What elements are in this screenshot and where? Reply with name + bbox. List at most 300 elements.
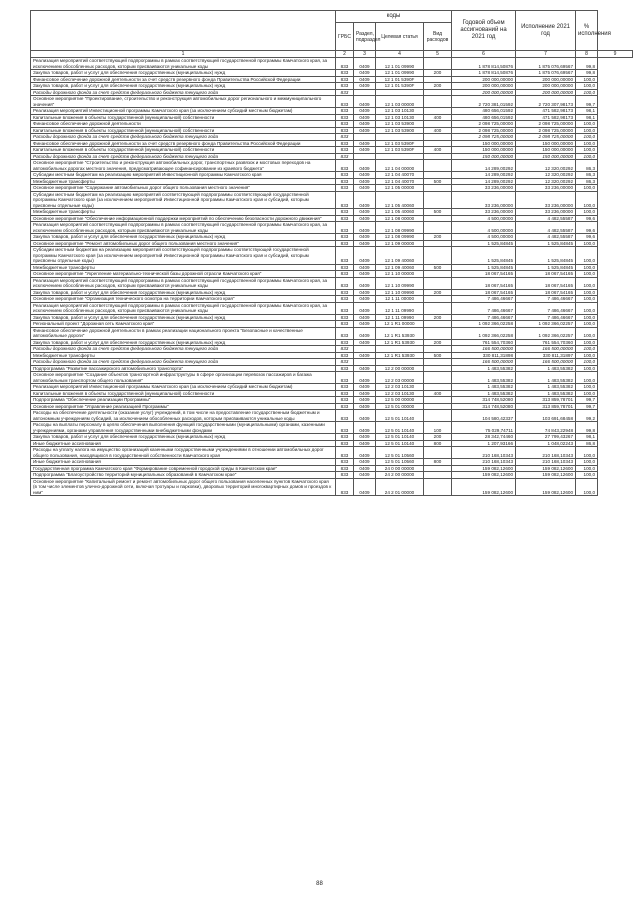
row-name: Основное мероприятие "Капитальный ремонт и ремонт автомобильных дорог общего пользования населенных пунктов Камчатского края (в том числе элементов улично-дорожной сети, включая тротуары и парковки), дворовых территорий многоквартирных домов и проездов к ним" bbox=[31, 478, 336, 496]
row-target: 12 1 11 09990 bbox=[376, 302, 424, 314]
row-annual: 1 525,84845 bbox=[452, 240, 516, 247]
row-target: 12 1 03 00000 bbox=[376, 96, 424, 108]
row-section: 0409 bbox=[354, 58, 376, 70]
row-exptype bbox=[424, 277, 452, 289]
row-target: 12 1 01 09990 bbox=[376, 58, 424, 70]
row-grbs: 833 bbox=[336, 247, 354, 265]
row-annual: 2 098 725,00000 bbox=[452, 134, 516, 141]
row-name: Капитальные вложения в объекты государственной (муниципальной) собственности bbox=[31, 127, 336, 134]
row-name: Расходы дорожного фонда за счет средств федерального бюджета текущего года bbox=[31, 346, 336, 353]
row-section: 0409 bbox=[354, 365, 376, 372]
row-percent: 100,0 bbox=[576, 247, 598, 265]
row-percent: 100,0 bbox=[576, 296, 598, 303]
row-percent: 100,0 bbox=[576, 240, 598, 247]
row-exptype bbox=[424, 191, 452, 209]
row-annual: 14 289,00292 bbox=[452, 178, 516, 185]
row-percent: 86,3 bbox=[576, 160, 598, 172]
row-annual: 150 000,00000 bbox=[452, 153, 516, 160]
row-grbs: 833 bbox=[336, 327, 354, 339]
row-name: Основное мероприятие "Строительство и реконструкция автомобильных дорог, транспортных развязок и мостовых переходов на автомобильных дорогах местного значения, предусматривающее софинансирование из краевого бюджета" bbox=[31, 160, 336, 172]
row-percent: 100,0 bbox=[576, 289, 598, 296]
row-name: Подпрограмма "Обеспечение реализации Программы" bbox=[31, 397, 336, 404]
row-annual: 75 029,74711 bbox=[452, 422, 516, 434]
row-name: Закупка товаров, работ и услуг для обеспечения государственных (муниципальных) нужд bbox=[31, 339, 336, 346]
row-grbs: 833 bbox=[336, 76, 354, 83]
row-section: 0409 bbox=[354, 215, 376, 222]
row-percent: 98,1 bbox=[576, 434, 598, 441]
row-execution: 18 067,54165 bbox=[516, 289, 576, 296]
row-target: 12 1 01 5390F bbox=[376, 76, 424, 83]
row-name: Расходы дорожного фонда за счет средств федерального бюджета текущего года bbox=[31, 359, 336, 366]
row-section: 0409 bbox=[354, 160, 376, 172]
row-percent: 100,0 bbox=[576, 372, 598, 384]
row-target: 24 0 00 00000 bbox=[376, 465, 424, 472]
row-name: Государственная программа Камчатского края "Формирование современной городской среды в Камчатском крае" bbox=[31, 465, 336, 472]
row-annual: 4 500,00000 bbox=[452, 222, 516, 234]
row-execution: 18 067,54165 bbox=[516, 277, 576, 289]
row-execution: 150 000,00000 bbox=[516, 153, 576, 160]
row-exptype bbox=[424, 478, 452, 496]
row-target: 12 1 R1 00000 bbox=[376, 321, 424, 328]
row-section: 0409 bbox=[354, 403, 376, 410]
row-percent: 100,0 bbox=[576, 140, 598, 147]
row-grbs: 833 bbox=[336, 140, 354, 147]
row-target: 12 5 01 10140 bbox=[376, 410, 424, 422]
row-exptype bbox=[424, 302, 452, 314]
row-percent: 100,0 bbox=[576, 153, 598, 160]
header-annual: Годовой объем ассигнований на 2021 год bbox=[452, 11, 516, 51]
row-percent: 100,0 bbox=[576, 185, 598, 192]
row-percent: 100,0 bbox=[576, 147, 598, 154]
row-percent: 100,0 bbox=[576, 359, 598, 366]
row-percent: 98,1 bbox=[576, 108, 598, 115]
row-name: Основное мероприятие "Управление реализацией Программы" bbox=[31, 403, 336, 410]
row-annual: 314 748,52080 bbox=[452, 403, 516, 410]
row-exptype: 100 bbox=[424, 422, 452, 434]
row-execution: 200 000,00000 bbox=[516, 89, 576, 96]
row-execution: 7 486,46667 bbox=[516, 302, 576, 314]
row-grbs: 833 bbox=[336, 422, 354, 434]
row-annual: 210 168,10343 bbox=[452, 447, 516, 459]
row-grbs: 833 bbox=[336, 302, 354, 314]
row-execution: 33 236,00000 bbox=[516, 185, 576, 192]
row-grbs: 833 bbox=[336, 147, 354, 154]
row-execution: 1 483,55382 bbox=[516, 384, 576, 391]
row-section: 0409 bbox=[354, 465, 376, 472]
row-grbs: 833 bbox=[336, 384, 354, 391]
row-target: 12 1 09 40060 bbox=[376, 264, 424, 271]
row-grbs: 833 bbox=[336, 440, 354, 447]
row-percent: 100,0 bbox=[576, 352, 598, 359]
row-grbs: 833 bbox=[336, 153, 354, 160]
row-percent: 99,8 bbox=[576, 58, 598, 70]
row-grbs: 833 bbox=[336, 58, 354, 70]
row-exptype bbox=[424, 247, 452, 265]
row-section: 0409 bbox=[354, 96, 376, 108]
table-row bbox=[31, 302, 633, 314]
table-row bbox=[31, 160, 633, 172]
row-target: 12 5 00 00000 bbox=[376, 397, 424, 404]
row-section: 0409 bbox=[354, 440, 376, 447]
row-percent: 99,2 bbox=[576, 410, 598, 422]
row-section: 0409 bbox=[354, 422, 376, 434]
row-section: 0409 bbox=[354, 478, 376, 496]
row-section: 0409 bbox=[354, 240, 376, 247]
row-name: Субсидии местным бюджетам на реализацию мероприятий соответствующей подпрограммы соответствующей государственной программы Камчатского края (за исключением мероприятий Инвестиционной программы Камчатского края и субсидий, которым присвоены отдельные коды) bbox=[31, 247, 336, 265]
row-section: 0409 bbox=[354, 127, 376, 134]
row-target: 12 2 03 00000 bbox=[376, 372, 424, 384]
row-grbs: 833 bbox=[336, 134, 354, 141]
row-percent: 100,0 bbox=[576, 346, 598, 353]
row-target: 12 1 10 09990 bbox=[376, 277, 424, 289]
row-grbs: 833 bbox=[336, 121, 354, 128]
row-percent: 100,0 bbox=[576, 191, 598, 209]
row-target: 12 2 00 00000 bbox=[376, 365, 424, 372]
row-annual: 2 720 381,01592 bbox=[452, 96, 516, 108]
row-percent: 100,0 bbox=[576, 83, 598, 90]
row-grbs: 833 bbox=[336, 359, 354, 366]
row-grbs: 833 bbox=[336, 352, 354, 359]
budget-table bbox=[30, 10, 633, 496]
row-execution: 166 500,00000 bbox=[516, 359, 576, 366]
row-percent: 100,0 bbox=[576, 271, 598, 278]
row-annual: 1 092 366,02258 bbox=[452, 327, 516, 339]
table-row bbox=[31, 422, 633, 434]
row-section: 0409 bbox=[354, 447, 376, 459]
table-body bbox=[31, 58, 633, 496]
row-target: 12 2 03 10130 bbox=[376, 390, 424, 397]
row-annual: 1 525,84845 bbox=[452, 247, 516, 265]
row-grbs: 833 bbox=[336, 434, 354, 441]
row-target: 12 1 11 00000 bbox=[376, 296, 424, 303]
table-row bbox=[31, 327, 633, 339]
row-section: 0409 bbox=[354, 372, 376, 384]
row-percent: 100,0 bbox=[576, 365, 598, 372]
row-grbs: 833 bbox=[336, 70, 354, 77]
row-percent: 99,7 bbox=[576, 96, 598, 108]
row-annual: 2 098 725,00000 bbox=[452, 121, 516, 128]
row-name: Основное мероприятие "Организация технического осмотра на территории Камчатского края" bbox=[31, 296, 336, 303]
row-name: Субсидии местным бюджетам на реализацию мероприятий Инвестиционной программы Камчатского края bbox=[31, 172, 336, 179]
row-execution: 159 082,12600 bbox=[516, 478, 576, 496]
row-annual: 14 289,00292 bbox=[452, 172, 516, 179]
row-name: Субсидии местным бюджетам на реализацию мероприятий соответствующей подпрограммы соответствующей государственной программы Камчатского края (за исключением мероприятий Инвестиционной программы Камчатского края и субсидий, которым присвоены отдельные коды) bbox=[31, 191, 336, 209]
row-annual: 330 811,31898 bbox=[452, 352, 516, 359]
row-target: 12 1 11 09990 bbox=[376, 314, 424, 321]
row-execution: 18 067,54165 bbox=[516, 271, 576, 278]
row-grbs: 833 bbox=[336, 114, 354, 121]
row-annual: 14 289,00292 bbox=[452, 160, 516, 172]
row-name: Иные бюджетные ассигнования bbox=[31, 440, 336, 447]
row-name: Межбюджетные трансферты bbox=[31, 352, 336, 359]
row-section: 0409 bbox=[354, 264, 376, 271]
row-annual: 480 656,01592 bbox=[452, 108, 516, 115]
row-target: 12 1 05 40060 bbox=[376, 191, 424, 209]
row-name: Закупка товаров, работ и услуг для обеспечения государственных (муниципальных) нужд bbox=[31, 289, 336, 296]
row-grbs: 833 bbox=[336, 346, 354, 353]
row-target: 12 1 05 40060 bbox=[376, 209, 424, 216]
row-execution: 210 168,10343 bbox=[516, 459, 576, 466]
row-target: 12 1 01 5390F bbox=[376, 83, 424, 90]
row-execution: 7 486,46667 bbox=[516, 314, 576, 321]
row-percent: 86,3 bbox=[576, 172, 598, 179]
row-name: Финансовое обеспечение дорожной деятельности за счет средств резервного фонда Правительства Российской Федерации bbox=[31, 76, 336, 83]
row-target: 12 1 10 00000 bbox=[376, 271, 424, 278]
row-execution: 1 875 076,69567 bbox=[516, 58, 576, 70]
row-target: 12 1 04 40070 bbox=[376, 178, 424, 185]
row-exptype bbox=[424, 58, 452, 70]
row-section: 0409 bbox=[354, 459, 376, 466]
row-percent: 100,0 bbox=[576, 264, 598, 271]
row-exptype bbox=[424, 372, 452, 384]
row-name: Расходы дорожного фонда за счет средств федерального бюджета текущего года bbox=[31, 89, 336, 96]
row-grbs: 833 bbox=[336, 172, 354, 179]
row-grbs: 833 bbox=[336, 314, 354, 321]
row-target: 12 1 04 40070 bbox=[376, 172, 424, 179]
row-section: 0409 bbox=[354, 108, 376, 115]
row-exptype: 500 bbox=[424, 178, 452, 185]
row-grbs: 833 bbox=[336, 222, 354, 234]
row-name: Межбюджетные трансферты bbox=[31, 178, 336, 185]
row-section: 0409 bbox=[354, 390, 376, 397]
row-execution: 2 098 725,00000 bbox=[516, 127, 576, 134]
row-grbs: 833 bbox=[336, 83, 354, 90]
row-exptype: 500 bbox=[424, 352, 452, 359]
row-execution: 210 168,10343 bbox=[516, 447, 576, 459]
row-section: 0409 bbox=[354, 140, 376, 147]
row-percent: 100,0 bbox=[576, 472, 598, 479]
row-execution: 103 691,68458 bbox=[516, 410, 576, 422]
row-name: Расходы дорожного фонда за счет средств федерального бюджета текущего года bbox=[31, 153, 336, 160]
row-execution: 1 525,84845 bbox=[516, 240, 576, 247]
row-target: 12 1 03 10130 bbox=[376, 114, 424, 121]
row-grbs: 833 bbox=[336, 240, 354, 247]
row-section: 0409 bbox=[354, 114, 376, 121]
row-execution: 1 092 366,02257 bbox=[516, 321, 576, 328]
row-grbs: 833 bbox=[336, 410, 354, 422]
row-annual: 4 500,00000 bbox=[452, 215, 516, 222]
row-name: Закупка товаров, работ и услуг для обеспечения государственных (муниципальных) нужд bbox=[31, 234, 336, 241]
row-section: 0409 bbox=[354, 70, 376, 77]
row-section: 0409 bbox=[354, 327, 376, 339]
row-percent: 100,0 bbox=[576, 478, 598, 496]
row-target: 12 1 03 53900 bbox=[376, 121, 424, 128]
row-execution: 1 875 076,69567 bbox=[516, 70, 576, 77]
row-grbs: 833 bbox=[336, 459, 354, 466]
row-name: Реализация мероприятий соответствующей подпрограммы в рамках соответствующей государственной программы Камчатского края, за исключением обособленных расходов, которым присваиваются уникальные коды bbox=[31, 277, 336, 289]
row-name: Расходы на выплаты персоналу в целях обеспечения выполнения функций государственными (муниципальными) органами, казенными учреждениями, органами управления государственными внебюджетными фондами bbox=[31, 422, 336, 434]
row-section: 0409 bbox=[354, 185, 376, 192]
row-name: Капитальные вложения в объекты государственной (муниципальной) собственности bbox=[31, 147, 336, 154]
row-section: 0409 bbox=[354, 121, 376, 128]
table-row bbox=[31, 222, 633, 234]
header-grbs: ГРБС bbox=[336, 23, 354, 51]
row-percent: 100,0 bbox=[576, 134, 598, 141]
row-percent: 100,0 bbox=[576, 89, 598, 96]
row-annual: 210 168,10343 bbox=[452, 459, 516, 466]
row-percent: 100,0 bbox=[576, 314, 598, 321]
row-target: 12 5 01 10140 bbox=[376, 422, 424, 434]
column-number-cell: 3 bbox=[354, 51, 376, 58]
row-section: 0409 bbox=[354, 172, 376, 179]
row-target: 12 1 03 5390F bbox=[376, 140, 424, 147]
row-annual: 2 098 725,00000 bbox=[452, 127, 516, 134]
row-execution: 1 525,84845 bbox=[516, 247, 576, 265]
row-target: 12 5 01 00000 bbox=[376, 403, 424, 410]
row-percent: 98,1 bbox=[576, 114, 598, 121]
row-exptype bbox=[424, 222, 452, 234]
row-name: Подпрограмма "Развитие пассажирского автомобильного транспорта" bbox=[31, 365, 336, 372]
row-target: 12 1 08 00000 bbox=[376, 215, 424, 222]
row-target: 12 1 08 09990 bbox=[376, 222, 424, 234]
table-row bbox=[31, 247, 633, 265]
row-name: Капитальные вложения в объекты государственной (муниципальной) собственности bbox=[31, 390, 336, 397]
row-exptype: 200 bbox=[424, 434, 452, 441]
row-section: 0409 bbox=[354, 234, 376, 241]
row-section: 0409 bbox=[354, 178, 376, 185]
column-number-cell: 5 bbox=[424, 51, 452, 58]
row-target: 12 1 01 09990 bbox=[376, 70, 424, 77]
row-grbs: 833 bbox=[336, 178, 354, 185]
row-grbs: 833 bbox=[336, 234, 354, 241]
table-row bbox=[31, 478, 633, 496]
row-target: 12 1 R1 53930 bbox=[376, 352, 424, 359]
row-name: Реализация мероприятий Инвестиционной программы Камчатского края (за исключением субсидий местным бюджетам) bbox=[31, 108, 336, 115]
row-name: Расходы на уплату налога на имущество организаций казенными государственными учреждениями в отношении автомобильных дорог общего пользования, находящихся в государственной собственности Камчатского края bbox=[31, 447, 336, 459]
row-annual: 7 486,46667 bbox=[452, 302, 516, 314]
row-grbs: 833 bbox=[336, 390, 354, 397]
row-section: 0409 bbox=[354, 271, 376, 278]
row-grbs: 833 bbox=[336, 372, 354, 384]
row-section: 0409 bbox=[354, 277, 376, 289]
row-percent: 86,8 bbox=[576, 440, 598, 447]
row-exptype bbox=[424, 410, 452, 422]
row-execution: 12 320,00292 bbox=[516, 178, 576, 185]
row-grbs: 833 bbox=[336, 289, 354, 296]
row-grbs: 833 bbox=[336, 365, 354, 372]
row-exptype bbox=[424, 447, 452, 459]
row-name: Закупка товаров, работ и услуг для обеспечения государственных (муниципальных) нужд bbox=[31, 70, 336, 77]
row-percent: 99,7 bbox=[576, 397, 598, 404]
table-row bbox=[31, 277, 633, 289]
row-section: 0409 bbox=[354, 289, 376, 296]
column-number-cell: 2 bbox=[336, 51, 354, 58]
row-execution: 313 859,78701 bbox=[516, 403, 576, 410]
row-exptype: 500 bbox=[424, 264, 452, 271]
row-execution: 4 482,55587 bbox=[516, 234, 576, 241]
column-number-cell: 9 bbox=[598, 51, 633, 58]
row-grbs: 833 bbox=[336, 447, 354, 459]
row-grbs: 833 bbox=[336, 89, 354, 96]
row-name: Межбюджетные трансферты bbox=[31, 264, 336, 271]
row-name: Основное мероприятие "Проектирование, строительство и реконструкция автомобильных дорог регионального и межмуниципального значения" bbox=[31, 96, 336, 108]
row-execution: 33 236,00000 bbox=[516, 191, 576, 209]
row-grbs: 833 bbox=[336, 191, 354, 209]
row-name: Реализация мероприятий соответствующей подпрограммы в рамках соответствующей государственной программы Камчатского края, за исключением обособленных расходов, которым присваиваются уникальные коды bbox=[31, 302, 336, 314]
row-execution: 27 799,43267 bbox=[516, 434, 576, 441]
row-target: 12 1 09 40060 bbox=[376, 247, 424, 265]
row-annual: 200 000,00000 bbox=[452, 89, 516, 96]
row-name: Основное мероприятие "Создание объектов транспортной инфраструктуры в сфере организации перевозок пассажиров и багажа автомобильным транспортом общего пользования" bbox=[31, 372, 336, 384]
row-exptype: 200 bbox=[424, 70, 452, 77]
row-percent: 100,0 bbox=[576, 277, 598, 289]
row-target: 12 1 R1 53930 bbox=[376, 327, 424, 339]
row-section: 0409 bbox=[354, 434, 376, 441]
row-grbs: 833 bbox=[336, 397, 354, 404]
row-percent: 100,0 bbox=[576, 209, 598, 216]
header-exptype: Вид расходов bbox=[424, 23, 452, 51]
row-target: 12 1 03 53900 bbox=[376, 127, 424, 134]
row-exptype: 400 bbox=[424, 127, 452, 134]
header-execution: Исполнение 2021 год bbox=[516, 11, 576, 51]
row-exptype: 200 bbox=[424, 234, 452, 241]
row-annual: 150 000,00000 bbox=[452, 147, 516, 154]
header-codes: коды bbox=[336, 11, 452, 23]
row-annual: 7 486,46667 bbox=[452, 314, 516, 321]
row-execution: 159 082,12600 bbox=[516, 472, 576, 479]
row-annual: 18 067,54165 bbox=[452, 271, 516, 278]
row-target: 12 1 05 00000 bbox=[376, 185, 424, 192]
column-number-cell: 4 bbox=[376, 51, 424, 58]
row-percent: 100,0 bbox=[576, 327, 598, 339]
row-annual: 159 082,12600 bbox=[452, 478, 516, 496]
header-percent: % исполнения bbox=[576, 11, 598, 51]
row-percent: 99,6 bbox=[576, 234, 598, 241]
row-target: 12 1 03 10130 bbox=[376, 108, 424, 115]
row-section: 0409 bbox=[354, 410, 376, 422]
row-execution: 200 000,00000 bbox=[516, 83, 576, 90]
row-name: Подпрограмма "Благоустройство территорий муниципальных образований в Камчатском крае" bbox=[31, 472, 336, 479]
table-row bbox=[31, 58, 633, 70]
row-percent: 100,0 bbox=[576, 127, 598, 134]
row-section: 0409 bbox=[354, 302, 376, 314]
row-percent: 100,0 bbox=[576, 384, 598, 391]
row-percent: 100,0 bbox=[576, 447, 598, 459]
row-name: Закупка товаров, работ и услуг для обеспечения государственных (муниципальных) нужд bbox=[31, 83, 336, 90]
row-target: 12 5 01 10140 bbox=[376, 440, 424, 447]
row-execution: 12 320,00292 bbox=[516, 160, 576, 172]
row-section: 0409 bbox=[354, 76, 376, 83]
table-row bbox=[31, 447, 633, 459]
row-exptype: 200 bbox=[424, 83, 452, 90]
row-execution: 471 582,98173 bbox=[516, 108, 576, 115]
row-exptype bbox=[424, 160, 452, 172]
row-target: 12 1 R1 53930 bbox=[376, 339, 424, 346]
row-percent: 100,0 bbox=[576, 459, 598, 466]
row-percent: 99,8 bbox=[576, 422, 598, 434]
row-name: Финансовое обеспечение дорожной деятельности bbox=[31, 121, 336, 128]
header-target: Целевая статья bbox=[376, 23, 424, 51]
row-exptype bbox=[424, 327, 452, 339]
row-name: Основное мероприятие "Укрепление материально-технической базы дорожной отрасли Камчатского края" bbox=[31, 271, 336, 278]
row-execution: 159 082,12600 bbox=[516, 465, 576, 472]
row-name: Реализация мероприятий соответствующей подпрограммы в рамках соответствующей государственной программы Камчатского края, за исключением обособленных расходов, которым присваиваются уникальные коды bbox=[31, 58, 336, 70]
row-annual: 1 525,84845 bbox=[452, 264, 516, 271]
row-name: Закупка товаров, работ и услуг для обеспечения государственных (муниципальных) нужд bbox=[31, 434, 336, 441]
row-target: 12 1 10 09990 bbox=[376, 289, 424, 296]
row-percent: 99,6 bbox=[576, 222, 598, 234]
row-percent: 100,0 bbox=[576, 121, 598, 128]
row-annual: 104 580,42337 bbox=[452, 410, 516, 422]
row-exptype: 400 bbox=[424, 114, 452, 121]
row-annual: 7 486,46667 bbox=[452, 296, 516, 303]
row-execution: 12 320,00292 bbox=[516, 172, 576, 179]
row-section: 0409 bbox=[354, 296, 376, 303]
column-number-cell: 1 bbox=[31, 51, 336, 58]
row-annual: 18 067,54165 bbox=[452, 277, 516, 289]
row-name: Финансовое обеспечение дорожной деятельности за счет средств резервного фонда Правительства Российской Федерации bbox=[31, 140, 336, 147]
row-target: 12 2 03 10130 bbox=[376, 384, 424, 391]
